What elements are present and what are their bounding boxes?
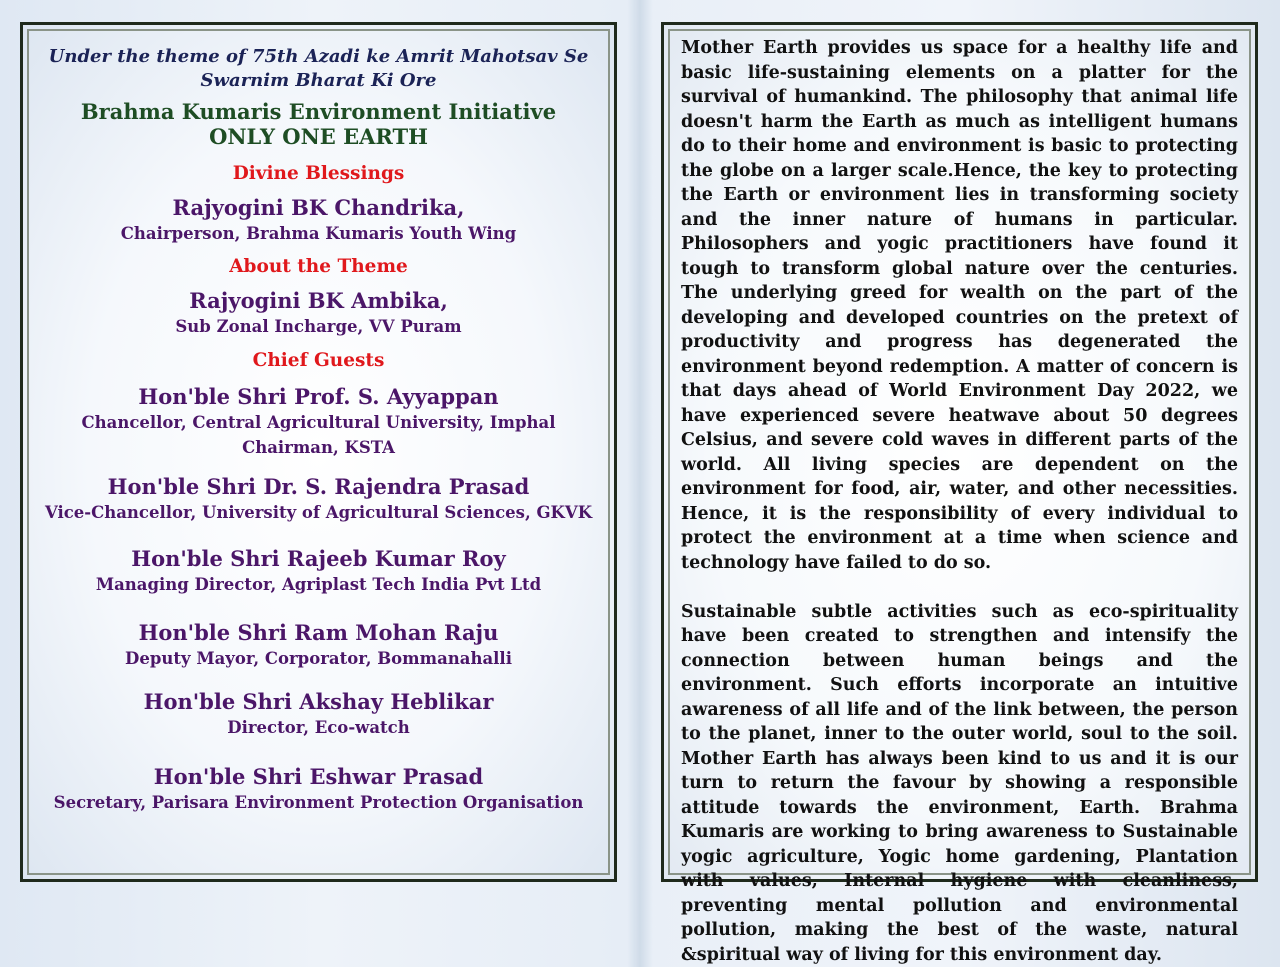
article-paragraph-2: Sustainable subtle activities such as eco-spirituality have been created to strengthen and intensify the connection between human beings and the environment. Such efforts incorporate an intuitive awareness of all life and of the link between, the person to the planet, inner to the outer world, soul to the soil. Mother Earth has always been kind to us and it is our turn to return the favour by showing a responsible attitude towards the environment, Earth. Brahma Kumaris are working to bring awareness to Sustainable yogic agriculture, Yogic home gardening, Plantation with values, Internal hygiene with cleanliness, preventing mental pollution and environmental pollution, making the best of the waste, natural &spiritual way of living for this environment day. (681, 600, 1238, 967)
guest-entry (35, 763, 602, 815)
blessing-role: Chairperson, Brahma Kumaris Youth Wing (35, 221, 602, 246)
guest-role: Director, Eco-watch (35, 715, 602, 740)
guest-name: Hon'ble Shri Ram Mohan Raju (35, 619, 602, 646)
guest-name: Hon'ble Shri Prof. S. Ayyappan (35, 383, 602, 410)
guest-role: Chancellor, Central Agricultural University, Imphal (35, 410, 602, 435)
guest-name: Hon'ble Shri Dr. S. Rajendra Prasad (35, 473, 602, 500)
theme-speaker-name: Rajyogini BK Ambika, (35, 287, 602, 314)
article-paragraph-1: Mother Earth provides us space for a healthy life and basic life-sustaining elements on a platter for the survival of humankind. The philosophy that animal life doesn't harm the Earth as much as intelligent humans do to their home and environment is basic to protecting the globe on a larger scale.Hence, the key to protecting the Earth or environment lies in transforming society and the inner nature of humans in particular. Philosophers and yogic practitioners have found it tough to transform global nature over the centuries. The underlying greed for wealth on the part of the developing and developed countries on the pretext of productivity and progress has degenerated the environment beyond redemption. A matter of concern is that days ahead of World Environment Day 2022, we have experienced severe heatwave about 50 degrees Celsius, and severe cold waves in different parts of the world. All living species are dependent on the environment for food, air, water, and other necessities. Hence, it is the responsibility of every individual to protect the environment at a time when science and technology have failed to do so. (681, 36, 1238, 575)
guest-entry (35, 473, 602, 525)
guest-name: Hon'ble Shri Rajeeb Kumar Roy (35, 545, 602, 572)
guest-entry (35, 545, 602, 597)
guest-role: Secretary, Parisara Environment Protection Organisation (35, 790, 602, 815)
initiative-title: Brahma Kumaris Environment Initiative (35, 99, 602, 124)
guest-entry (35, 688, 602, 740)
right-page-panel (661, 22, 1258, 882)
guest-name: Hon'ble Shri Eshwar Prasad (35, 763, 602, 790)
theme-speaker-role: Sub Zonal Incharge, VV Puram (35, 314, 602, 339)
divine-blessings-heading: Divine Blessings (35, 163, 602, 185)
guest-entry (35, 383, 602, 460)
theme-line-1: Under the theme of 75th Azadi ke Amrit Mahotsav Se (35, 45, 602, 69)
chief-guests-heading: Chief Guests (35, 350, 602, 372)
theme-line-2: Swarnim Bharat Ki Ore (35, 69, 602, 93)
initiative-subtitle: ONLY ONE EARTH (35, 124, 602, 149)
guest-role: Managing Director, Agriplast Tech India Pvt Ltd (35, 572, 602, 597)
guest-name: Hon'ble Shri Akshay Heblikar (35, 688, 602, 715)
guest-role: Chairman, KSTA (35, 435, 602, 460)
guest-role: Deputy Mayor, Corporator, Bommanahalli (35, 646, 602, 671)
about-theme-heading: About the Theme (35, 256, 602, 278)
left-page-panel (20, 22, 617, 882)
blessing-name: Rajyogini BK Chandrika, (35, 194, 602, 221)
guest-role: Vice-Chancellor, University of Agricultural Sciences, GKVK (35, 500, 602, 525)
guest-entry (35, 619, 602, 671)
environment-article (681, 36, 1238, 967)
program-details (35, 45, 602, 815)
